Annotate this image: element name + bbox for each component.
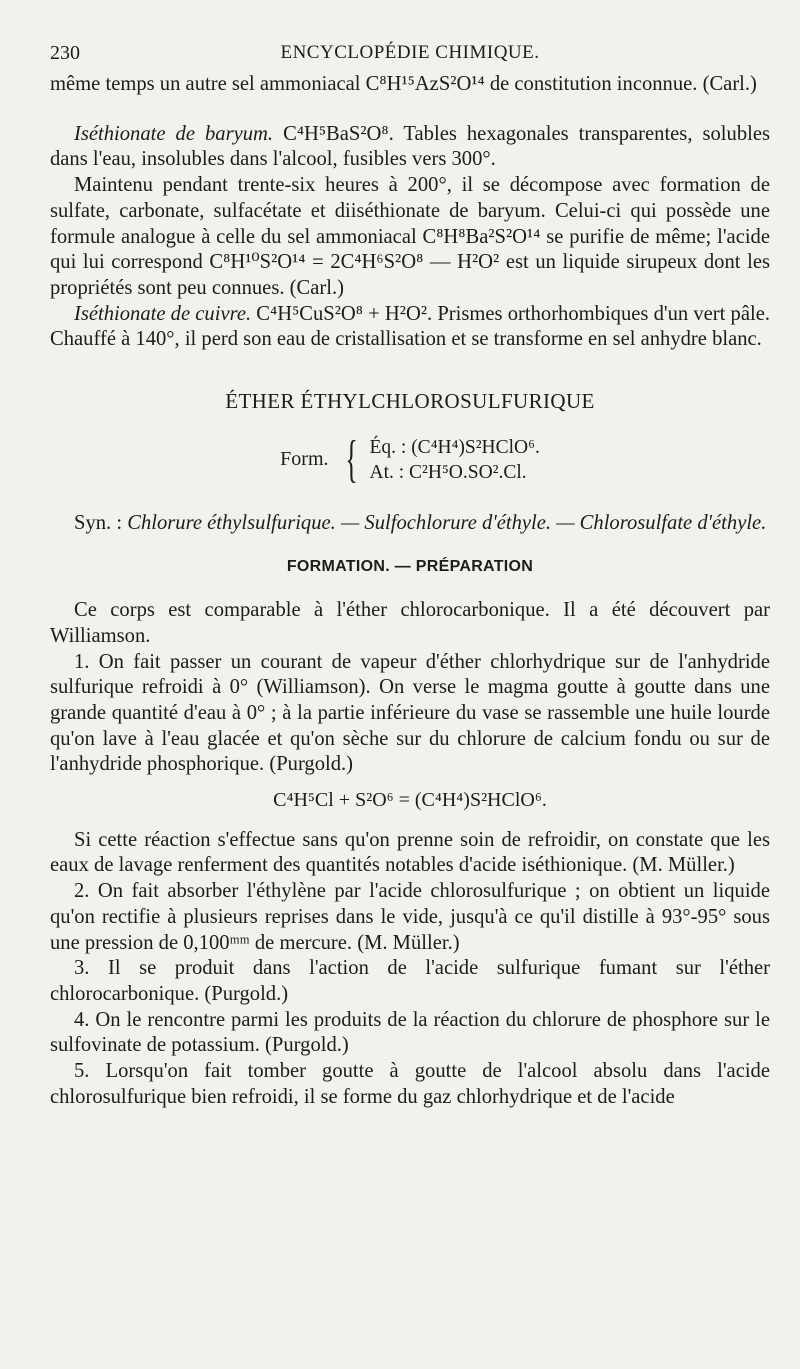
paragraph-method-3: 3. Il se produit dans l'action de l'acide sulfurique fumant sur l'éther chlorocarbonique. (Purgold.)	[50, 957, 770, 1005]
page-header	[50, 42, 770, 66]
running-title: ENCYCLOPÉDIE CHIMIQUE.	[280, 42, 540, 63]
paragraph-barium-isethionate: Iséthionate de baryum. C⁴H⁵BaS²O⁸. Tables hexagonales transparentes, solubles dans l'eau, insolubles dans l'alcool, fusibles vers 300°.	[50, 122, 770, 171]
paragraph-copper-isethionate: Iséthionate de cuivre. C⁴H⁵CuS²O⁸ + H²O². Prismes orthorhombiques d'un vert pâle. Chauffé à 140°, il perd son eau de cristallisation et se transforme en sel anhydre blanc.	[50, 302, 771, 351]
paragraph-note: Si cette réaction s'effectue sans qu'on prenne soin de refroidir, on constate que les eaux de lavage renferment des quantités notables d'acide iséthionique. (M. Müller.)	[50, 828, 770, 877]
subsection-heading: FORMATION. — PRÉPARATION	[286, 558, 534, 576]
formula-block	[50, 430, 770, 488]
paragraph-decomposition: Maintenu pendant trente-six heures à 200°, il se décompose avec formation de sulfate, carbonate, sulfacétate et diiséthionate de baryum. Celui-ci qui possède une formule analogue à celle du sel ammoniacal C⁸H⁸Ba²S²O¹⁴ se purifie de même; l'acide qui lui correspond C⁸H¹⁰S²O¹⁴ = 2C⁴H⁶S²O⁸ — H²O² est un liquide sirupeux dont les propriétés sont peu connues. (Carl.)	[50, 174, 770, 299]
page-number: 230	[50, 42, 80, 64]
formula-label: Form.	[280, 447, 329, 470]
entry-term: Iséthionate de cuivre.	[74, 302, 252, 325]
reaction-equation: C⁴H⁵Cl + S²O⁶ = (C⁴H⁴)S²HClO⁶.	[273, 789, 547, 812]
paragraph-method-4: 4. On le rencontre parmi les produits de la réaction du chlorure de phosphore sur le sulfovinate de potassium. (Purgold.)	[50, 1008, 770, 1057]
synonyms: Syn. : Chlorure éthylsulfurique. — Sulfochlorure d'éthyle. — Chlorosulfate d'éthyle.	[74, 511, 767, 534]
paragraph-method-2: 2. On fait absorber l'éthylène par l'acide chlorosulfurique ; on obtient un liquide qu'on rectifie à plusieurs reprises dans le vide, jusqu'à ce qu'il distille à 93°-95° sous une pression de 0,100ᵐᵐ de mercure. (M. Müller.)	[50, 880, 770, 954]
paragraph-intro: Ce corps est comparable à l'éther chlorocarbonique. Il a été découvert par Williamson.	[50, 599, 770, 647]
paragraph-continuation: même temps un autre sel ammoniacal C⁸H¹⁵AzS²O¹⁴ de constitution inconnue. (Carl.)	[50, 73, 757, 95]
page-body	[50, 72, 770, 1111]
entry-term: Iséthionate de baryum.	[74, 122, 274, 145]
brace-glyph: {	[344, 430, 358, 488]
formula-atomic: At. : C²H⁵O.SO².Cl.	[369, 461, 527, 483]
paragraph-method-5: 5. Lorsqu'on fait tomber goutte à goutte de l'alcool absolu dans l'acide chlorosulfurique bien refroidi, il se forme du gaz chlorhydrique et de l'acide	[50, 1060, 770, 1108]
paragraph-method-1: 1. On fait passer un courant de vapeur d'éther chlorhydrique sur de l'anhydride sulfurique refroidi à 0° (Williamson). On verse le magma goutte à goutte dans une grande quantité d'eau à 0° ; à la partie inférieure du vase se rassemble une huile lourde qu'on lave à l'eau glacée et qu'on sèche sur du chlorure de calcium fondu ou sur de l'anhydride phosphorique. (Purgold.)	[50, 650, 770, 776]
section-title: ÉTHER ÉTHYLCHLOROSULFURIQUE	[225, 389, 595, 414]
formula-equivalent: Éq. : (C⁴H⁴)S²HClO⁶.	[369, 436, 540, 458]
